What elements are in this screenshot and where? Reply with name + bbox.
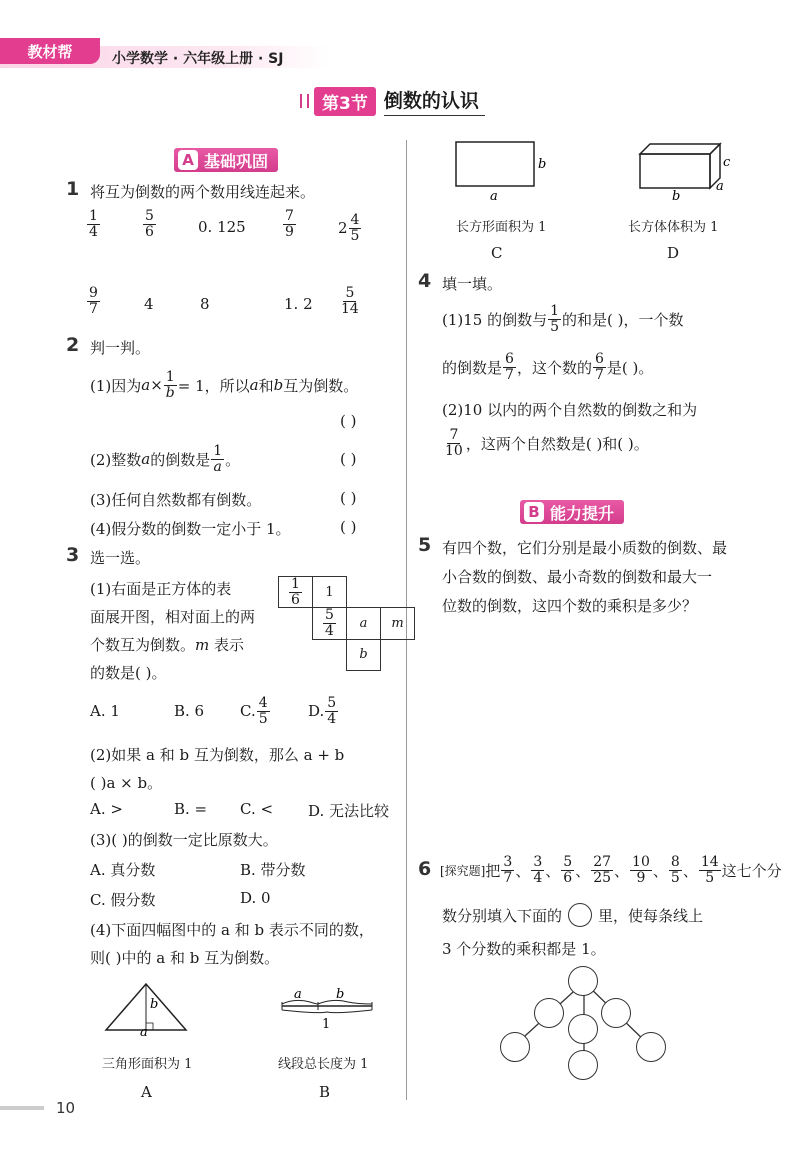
figure-d-caption: 长方体体积为 1 bbox=[628, 220, 719, 235]
q3-s2-line2[interactable]: ( )a × b。 bbox=[90, 774, 163, 792]
q6-frac-1: $\frac{3}{7}$ bbox=[503, 853, 513, 886]
q2-item-3: (3)任何自然数都有倒数。 bbox=[90, 491, 262, 509]
section-title bbox=[300, 86, 485, 116]
q4-part2-line2[interactable]: $\frac{7}{10}$ ，这两个自然数是( )和( )。 bbox=[445, 426, 649, 459]
tree-circle-bottom-left[interactable] bbox=[500, 1032, 530, 1062]
q1-row2 bbox=[86, 284, 386, 324]
net-cell-1: $\frac{1}{6}$ bbox=[279, 577, 313, 608]
q5-line1: 有四个数，它们分别是最小质数的倒数、最 bbox=[442, 539, 728, 557]
figure-a-letter[interactable]: A bbox=[141, 1083, 152, 1101]
figure-b-segment bbox=[278, 982, 378, 1032]
q6-circle-icon bbox=[568, 903, 592, 927]
q1-row1 bbox=[86, 207, 386, 247]
q3-s1-opt-b[interactable]: B. 6 bbox=[174, 702, 205, 720]
section-tag: 第3节 bbox=[314, 87, 376, 116]
header-bar bbox=[0, 38, 330, 72]
q2-text: 判一判。 bbox=[90, 339, 151, 357]
page-number: 10 bbox=[56, 1099, 76, 1117]
q1-r1-item-1[interactable]: $\frac{1}{4}$ bbox=[89, 208, 98, 240]
q6-frac-5: $\frac{10}{9}$ bbox=[632, 853, 650, 886]
header-subtitle: 小学数学 · 六年级上册 · SJ bbox=[112, 51, 284, 67]
q1-r2-item-3[interactable]: 8 bbox=[200, 295, 210, 313]
q6-number: 6 bbox=[418, 858, 432, 880]
fig-a-label-b: b bbox=[150, 997, 159, 1012]
q2-item-1: (1)因为 a × $\frac{1}{b}$ = 1，所以 a 和 b 互为倒数。 bbox=[90, 368, 359, 401]
fig-c-label-b: b bbox=[538, 157, 547, 172]
q1-r1-item-4[interactable]: $\frac{7}{9}$ bbox=[285, 208, 294, 240]
part-a-title: 基础巩固 bbox=[204, 151, 269, 171]
q2-answer-2[interactable]: ( ) bbox=[340, 450, 357, 468]
q6-line3: 3 个分数的乘积都是 1。 bbox=[442, 940, 606, 958]
q2-answer-4[interactable]: ( ) bbox=[340, 518, 357, 536]
figure-c-letter[interactable]: C bbox=[491, 244, 503, 262]
fig-a-label-a: a bbox=[140, 1025, 148, 1036]
q3-s3-opt-b[interactable]: B. 带分数 bbox=[240, 861, 306, 879]
q6-frac-6: $\frac{8}{5}$ bbox=[670, 853, 680, 886]
q1-text: 将互为倒数的两个数用线连起来。 bbox=[90, 183, 316, 201]
q1-r2-item-2[interactable]: 4 bbox=[144, 295, 154, 313]
q3-s3-opt-d[interactable]: D. 0 bbox=[240, 889, 271, 907]
q3-s2-opt-b[interactable]: B. = bbox=[174, 800, 208, 818]
figure-d-letter[interactable]: D bbox=[667, 244, 680, 262]
section-deco bbox=[300, 94, 309, 108]
fig-b-label-1: 1 bbox=[322, 1017, 331, 1032]
q4-part1-line2[interactable]: 的倒数是 $\frac{6}{7}$ ，这个数的 $\frac{6}{7}$ 是( )。 bbox=[442, 350, 654, 383]
part-b-badge bbox=[520, 500, 624, 524]
q6-frac-7: $\frac{14}{5}$ bbox=[700, 853, 719, 886]
tree-circle-mid-left[interactable] bbox=[534, 998, 564, 1028]
q1-r1-item-2[interactable]: $\frac{5}{6}$ bbox=[145, 208, 154, 240]
q1-number: 1 bbox=[66, 178, 80, 200]
q2-answer-1[interactable]: ( ) bbox=[340, 412, 357, 430]
net-cell-2: 1 bbox=[313, 577, 347, 608]
fig-d-label-b: b bbox=[672, 189, 681, 204]
part-b-letter: B bbox=[524, 502, 544, 522]
figure-c-caption: 长方形面积为 1 bbox=[456, 220, 547, 235]
q2-item-4: (4)假分数的倒数一定小于 1。 bbox=[90, 520, 291, 538]
header-brand: 教材帮 bbox=[0, 38, 100, 64]
q3-s3-opt-a[interactable]: A. 真分数 bbox=[90, 861, 156, 879]
q6-frac-4: $\frac{27}{25}$ bbox=[593, 853, 612, 886]
q6-frac-3: $\frac{5}{6}$ bbox=[563, 853, 573, 886]
q4-text: 填一填。 bbox=[442, 275, 503, 293]
figure-c-rectangle bbox=[452, 140, 552, 204]
q3-s4-line1: (4)下面四幅图中的 a 和 b 表示不同的数， bbox=[90, 921, 374, 939]
q3-s1-opt-c[interactable]: C. $\frac{4}{5}$ bbox=[240, 694, 268, 727]
q3-s1-options bbox=[90, 690, 390, 730]
figure-b-letter[interactable]: B bbox=[319, 1083, 331, 1101]
tree-circle-mid-center[interactable] bbox=[568, 1014, 598, 1044]
q2-number: 2 bbox=[66, 334, 80, 356]
q5-line2: 小合数的倒数、最小奇数的倒数和最大一 bbox=[442, 568, 713, 586]
q3-s1-opt-a[interactable]: A. 1 bbox=[90, 702, 120, 720]
part-b-title: 能力提升 bbox=[550, 503, 615, 523]
figure-a-triangle bbox=[100, 980, 200, 1036]
q1-r1-item-5[interactable]: 2 $\frac{4}{5}$ bbox=[338, 211, 360, 244]
cube-net bbox=[278, 576, 415, 671]
q6-tag: [探究题] bbox=[440, 863, 486, 878]
figure-a-caption: 三角形面积为 1 bbox=[102, 1057, 193, 1072]
q6-line2: 数分别填入下面的 里，使每条线上 bbox=[442, 903, 703, 927]
q6-line1: [探究题] 把 $\frac{3}{7}$ 、 $\frac{3}{4}$ 、 $\frac{5}{6}$ 、 $\frac{27}{25}$ 、 $\frac{10}{9}$ 、 $\frac{8}{5}$ 、 $\frac{14}{5}$ 这七个分 bbox=[440, 853, 782, 886]
q4-part1-line1[interactable]: (1)15 的倒数与 $\frac{1}{5}$ 的和是( )，一个数 bbox=[442, 302, 684, 335]
net-cell-4: a bbox=[347, 608, 381, 639]
q3-text: 选一选。 bbox=[90, 549, 151, 567]
q5-line3: 位数的倒数，这四个数的乘积是多少？ bbox=[442, 597, 698, 615]
footer-bar bbox=[0, 1106, 44, 1110]
q6-frac-2: $\frac{3}{4}$ bbox=[533, 853, 543, 886]
tree-circle-bottom-center[interactable] bbox=[568, 1050, 598, 1080]
fig-b-label-b: b bbox=[336, 987, 345, 1002]
q3-s2-opt-d[interactable]: D. 无法比较 bbox=[308, 802, 390, 820]
q5-number: 5 bbox=[418, 534, 432, 556]
tree-circle-top[interactable] bbox=[568, 966, 598, 996]
q1-r2-item-5[interactable]: $\frac{5}{14}$ bbox=[341, 285, 359, 317]
tree-circle-bottom-right[interactable] bbox=[636, 1032, 666, 1062]
q3-s1-opt-d[interactable]: D. $\frac{5}{4}$ bbox=[308, 694, 337, 727]
q3-s3-opt-c[interactable]: C. 假分数 bbox=[90, 891, 156, 909]
q4-number: 4 bbox=[418, 270, 432, 292]
q3-number: 3 bbox=[66, 544, 80, 566]
q3-s1-line2: 面展开图，相对面上的两 bbox=[90, 608, 256, 626]
q1-r1-item-3[interactable]: 0. 125 bbox=[198, 218, 246, 236]
figure-d-cuboid bbox=[636, 140, 736, 204]
section-name: 倒数的认识 bbox=[384, 86, 485, 116]
q3-s4-line2[interactable]: 则( )中的 a 和 b 互为倒数。 bbox=[90, 949, 280, 967]
q3-s2-line1: (2)如果 a 和 b 互为倒数，那么 a + b bbox=[90, 746, 345, 764]
q3-s2-opt-c[interactable]: C. < bbox=[240, 800, 274, 818]
fig-b-label-a: a bbox=[294, 987, 302, 1002]
q2-item-2: (2)整数 a 的倒数是 $\frac{1}{a}$ 。 bbox=[90, 442, 241, 475]
fig-d-label-a: a bbox=[716, 179, 724, 194]
q3-s3-options bbox=[90, 859, 390, 919]
part-a-letter: A bbox=[178, 150, 198, 170]
net-cell-6: b bbox=[347, 639, 381, 670]
q2-answer-3[interactable]: ( ) bbox=[340, 489, 357, 507]
tree-circle-mid-right[interactable] bbox=[601, 998, 631, 1028]
fig-c-label-a: a bbox=[490, 189, 498, 204]
fig-d-label-c: c bbox=[723, 155, 731, 170]
q1-r2-item-1[interactable]: $\frac{9}{7}$ bbox=[89, 285, 98, 317]
figure-b-caption: 线段总长度为 1 bbox=[278, 1057, 369, 1072]
part-a-badge bbox=[174, 148, 278, 172]
q3-s1-line4[interactable]: 的数是( )。 bbox=[90, 664, 167, 682]
q3-s1-line1: (1)右面是正方体的表 bbox=[90, 580, 232, 598]
net-cell-5: m bbox=[381, 608, 415, 639]
q4-part2-line1: (2)10 以内的两个自然数的倒数之和为 bbox=[442, 401, 698, 419]
q3-s1-line3: 个数互为倒数。m 表示 bbox=[90, 636, 245, 654]
q3-s3-line1[interactable]: (3)( )的倒数一定比原数大。 bbox=[90, 831, 278, 849]
q3-s2-opt-a[interactable]: A. > bbox=[90, 800, 123, 818]
q1-r2-item-4[interactable]: 1. 2 bbox=[284, 295, 313, 313]
q3-s2-options bbox=[90, 800, 390, 822]
net-cell-3: $\frac{5}{4}$ bbox=[313, 608, 347, 639]
